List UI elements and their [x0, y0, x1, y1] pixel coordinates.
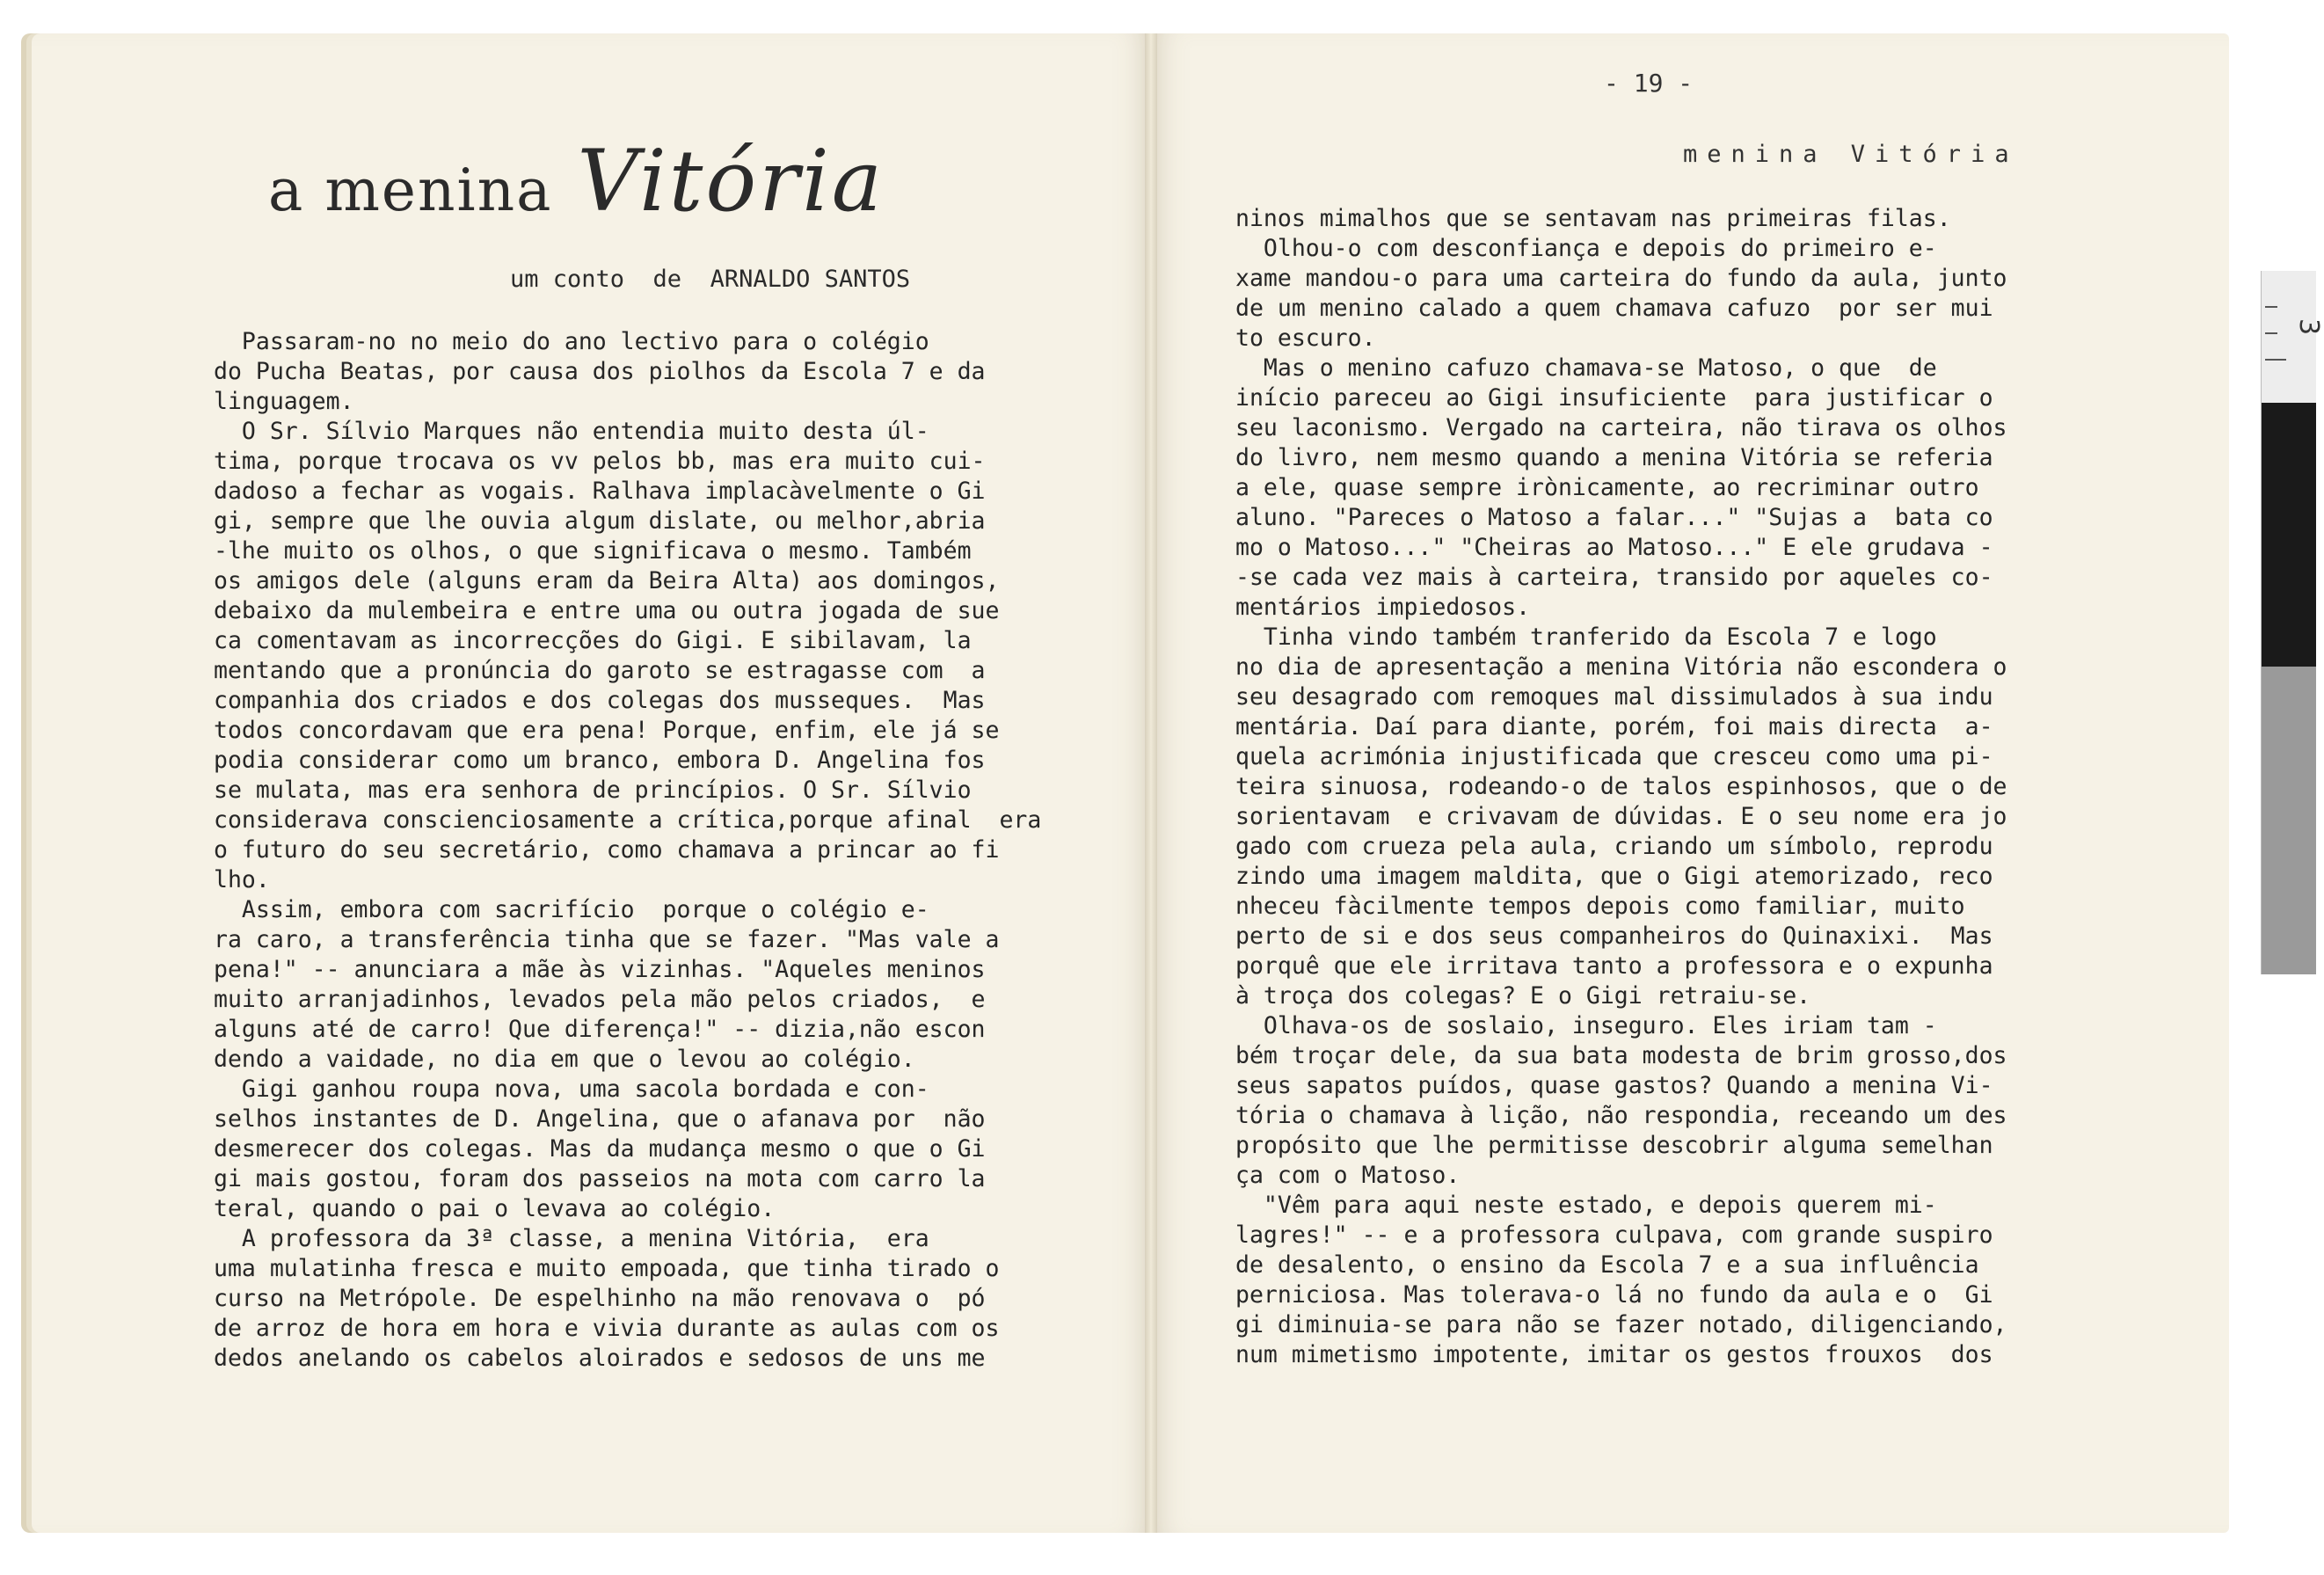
book-gutter — [1145, 33, 1157, 1533]
right-text-column — [1235, 204, 2132, 1370]
scale-tick — [2265, 332, 2277, 334]
right-column-line: perto de si e dos seus companheiros do Quinaxixi. Mas — [1235, 922, 1993, 950]
left-column-line: desmerecer dos colegas. Mas da mudança mesmo o que o Gi — [214, 1135, 986, 1163]
right-column-line: -se cada vez mais à carteira, transido por aqueles co- — [1235, 564, 1993, 591]
right-column-line: mentários impiedosos. — [1235, 594, 1531, 621]
right-column-line: sorientavam e crivavam de dúvidas. E o seu nome era jo — [1235, 803, 2007, 830]
left-column-line: o futuro do seu secretário, como chamava a princar ao fi — [214, 836, 1000, 864]
left-column-line: O Sr. Sílvio Marques não entendia muito desta úl- — [214, 418, 929, 445]
left-column-line: -lhe muito os olhos, o que significava o mesmo. Também — [214, 537, 972, 565]
left-column-line: considerava conscienciosamente a crítica,porque afinal era — [214, 806, 1042, 834]
left-column-line: alguns até de carro! Que diferença!" -- dizia,não escon — [214, 1016, 986, 1043]
scale-segment-light — [2262, 271, 2316, 403]
left-column-line: mentando que a pronúncia do garoto se estragasse com a — [214, 657, 986, 684]
byline: um conto de ARNALDO SANTOS — [510, 266, 911, 293]
scale-segment-dark — [2262, 403, 2316, 667]
right-column-line: no dia de apresentação a menina Vitória não escondera o — [1235, 653, 2007, 681]
right-column-line: Tinha vindo também tranferido da Escola 7 e logo — [1235, 623, 1937, 651]
left-column-line: ra caro, a transferência tinha que se fazer. "Mas vale a — [214, 926, 1000, 953]
right-column-line: "Vêm para aqui neste estado, e depois querem mi- — [1235, 1192, 1937, 1219]
right-column-line: teira sinuosa, rodeando-o de talos espinhosos, que o de — [1235, 773, 2007, 800]
right-column-line: bém troçar dele, da sua bata modesta de brim grosso,dos — [1235, 1042, 2007, 1069]
left-column-line: ca comentavam as incorrecções do Gigi. E sibilavam, la — [214, 627, 972, 654]
background-edge — [2229, 33, 2261, 1533]
right-column-line: Mas o menino cafuzo chamava-se Matoso, o que de — [1235, 354, 1937, 382]
left-column-line: Passaram-no no meio do ano lectivo para o colégio — [214, 328, 929, 355]
right-column-line: ça com o Matoso. — [1235, 1162, 1461, 1189]
left-column-line: se mulata, mas era senhora de princípios. O Sr. Sílvio — [214, 777, 972, 804]
right-column-line: xame mandou-o para uma carteira do fundo da aula, junto — [1235, 265, 2007, 292]
right-column-line: nheceu fàcilmente tempos depois como familiar, muito — [1235, 893, 1965, 920]
left-column-line: tima, porque trocava os vv pelos bb, mas era muito cui- — [214, 448, 986, 475]
right-column-line: lagres!" -- e a professora culpava, com grande suspiro — [1235, 1221, 1993, 1249]
left-column-line: os amigos dele (alguns eram da Beira Alta) aos domingos, — [214, 567, 1000, 594]
scale-label: 3 — [2293, 317, 2324, 336]
right-column-line: Olhou-o com desconfiança e depois do primeiro e- — [1235, 235, 1937, 262]
right-column-line: seu desagrado com remoques mal dissimulados à sua indu — [1235, 683, 1993, 711]
left-column-line: podia considerar como um branco, embora D. Angelina fos — [214, 747, 986, 774]
right-column-line: ninos mimalhos que se sentavam nas primeiras filas. — [1235, 205, 1951, 232]
right-column-line: de um menino calado a quem chamava cafuzo por ser mui — [1235, 295, 1993, 322]
right-column-line: propósito que lhe permitisse descobrir alguma semelhan — [1235, 1132, 1993, 1159]
right-column-line: do livro, nem mesmo quando a menina Vitória se referia — [1235, 444, 1993, 471]
left-column-line: debaixo da mulembeira e entre uma ou outra jogada de sue — [214, 597, 1000, 624]
right-column-line: perniciosa. Mas tolerava-o lá no fundo da aula e o Gi — [1235, 1281, 1993, 1309]
right-column-line: quela acrimónia injustificada que cresceu como uma pi- — [1235, 743, 1993, 770]
right-column-line: mo o Matoso..." "Cheiras ao Matoso..." E ele grudava - — [1235, 534, 1993, 561]
right-column-line: gi diminuia-se para não se fazer notado, diligenciando, — [1235, 1311, 2007, 1338]
right-column-line: a ele, quase sempre irònicamente, ao recriminar outro — [1235, 474, 1979, 501]
running-header: menina Vitória — [1683, 141, 2019, 168]
right-column-line: tória o chamava à lição, não respondia, receando um des — [1235, 1102, 2007, 1129]
left-column-line: de arroz de hora em hora e vivia durante as aulas com os — [214, 1315, 1000, 1342]
left-column-line: Gigi ganhou roupa nova, uma sacola bordada e con- — [214, 1076, 929, 1103]
scale-tick — [2265, 306, 2277, 308]
right-column-line: zindo uma imagem maldita, que o Gigi atemorizado, reco — [1235, 863, 1993, 890]
right-column-line: to escuro. — [1235, 324, 1376, 352]
page-number: - 19 - — [1604, 69, 1694, 98]
right-column-line: Olhava-os de soslaio, inseguro. Eles iriam tam - — [1235, 1012, 1937, 1039]
title-part2: Vitória — [577, 132, 885, 230]
left-text-column — [214, 327, 1111, 1374]
left-column-line: dendo a vaidade, no dia em que o levou ao colégio. — [214, 1046, 915, 1073]
left-column-line: gi, sempre que lhe ouvia algum dislate, ou melhor,abria — [214, 507, 986, 535]
left-column-line: do Pucha Beatas, por causa dos piolhos da Escola 7 e da — [214, 358, 986, 385]
left-column-line: A professora da 3ª classe, a menina Vitória, era — [214, 1225, 929, 1252]
right-column-line: porquê que ele irritava tanto a professora e o expunha — [1235, 952, 1993, 980]
scale-tick — [2265, 359, 2286, 361]
left-column-line: pena!" -- anunciara a mãe às vizinhas. "Aqueles meninos — [214, 956, 986, 983]
left-column-line: selhos instantes de D. Angelina, que o afanava por não — [214, 1105, 986, 1133]
scale-segment-mid — [2262, 667, 2316, 974]
left-column-line: Assim, embora com sacrifício porque o colégio e- — [214, 896, 929, 923]
left-column-line: curso na Metrópole. De espelhinho na mão renovava o pó — [214, 1285, 986, 1312]
right-column-line: à troça dos colegas? E o Gigi retraiu-se. — [1235, 982, 1811, 1010]
left-column-line: dadoso a fechar as vogais. Ralhava implacàvelmente o Gi — [214, 478, 986, 505]
right-column-line: gado com crueza pela aula, criando um símbolo, reprodu — [1235, 833, 1993, 860]
left-column-line: dedos anelando os cabelos aloirados e sedosos de uns me — [214, 1345, 986, 1372]
right-column-line: de desalento, o ensino da Escola 7 e a sua influência — [1235, 1251, 1979, 1279]
left-column-line: companhia dos criados e dos colegas dos musseques. Mas — [214, 687, 986, 714]
left-column-line: gi mais gostou, foram dos passeios na mota com carro la — [214, 1165, 986, 1192]
left-column-line: uma mulatinha fresca e muito empoada, que tinha tirado o — [214, 1255, 1000, 1282]
left-column-line: muito arranjadinhos, levados pela mão pelos criados, e — [214, 986, 986, 1013]
left-column-line: linguagem. — [214, 388, 354, 415]
left-column-line: teral, quando o pai o levava ao colégio. — [214, 1195, 776, 1222]
right-column-line: mentária. Daí para diante, porém, foi mais directa a- — [1235, 713, 1993, 740]
left-column-line: todos concordavam que era pena! Porque, enfim, ele já se — [214, 717, 1000, 744]
right-column-line: seu laconismo. Vergado na carteira, não tirava os olhos — [1235, 414, 2007, 441]
right-column-line: seus sapatos puídos, quase gastos? Quando a menina Vi- — [1235, 1072, 1993, 1099]
color-scale-bar — [2261, 271, 2324, 974]
story-title — [268, 132, 885, 237]
left-column-line: lho. — [214, 866, 270, 893]
right-column-line: aluno. "Pareces o Matoso a falar..." "Sujas a bata co — [1235, 504, 1993, 531]
right-column-line: início pareceu ao Gigi insuficiente para justificar o — [1235, 384, 1993, 412]
right-column-line: num mimetismo impotente, imitar os gestos frouxos dos — [1235, 1341, 1993, 1368]
title-part1: a menina — [268, 157, 553, 224]
